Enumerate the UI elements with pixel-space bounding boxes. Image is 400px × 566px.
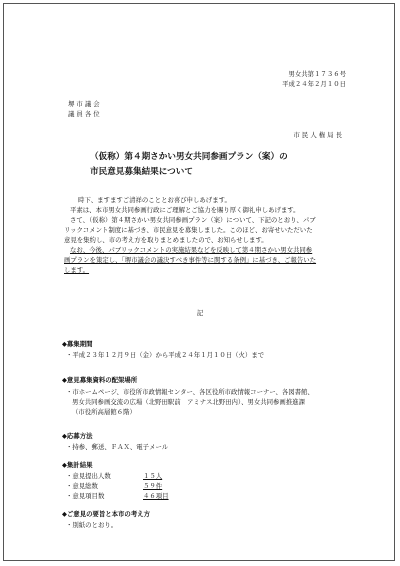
document-title-line-2: 市民意見募集結果について xyxy=(90,167,193,177)
document-date: 平成２４年２月１０日 xyxy=(282,80,346,88)
results-label-total-opinions: ・意見総数 xyxy=(66,482,98,490)
ki-marker: 記 xyxy=(196,309,204,317)
summary-heading: ◆ご意見の要旨と本市の考え方 xyxy=(62,510,150,518)
places-line-3: （市役所高層館６階） xyxy=(72,408,136,416)
summary-text: ・別紙のとおり。 xyxy=(66,521,118,529)
document-number: 男女共第１７３６号 xyxy=(288,70,346,78)
places-heading: ◆意見募集資料の配架場所 xyxy=(62,376,138,384)
method-heading: ◆応募方法 xyxy=(62,432,93,440)
places-line-2: 男女共同参画交流の広場（北野田駅前 アミナス北野田内）、男女共同参画推進課 xyxy=(72,398,305,406)
results-label-participants: ・意見提出人数 xyxy=(66,472,111,480)
method-text: ・持参、郵送、ＦＡＸ、電子メール xyxy=(66,443,169,451)
results-heading: ◆集計結果 xyxy=(62,461,93,469)
document-title-line-1: （仮称）第４期さかい男女共同参画プラン（案）の xyxy=(90,152,288,162)
body-paragraph-3-line-3: 意見を集約し、市の考え方を取りまとめましたので、お知らせします。 xyxy=(64,236,268,244)
body-greeting: 時下、ますますご清祥のこととお喜び申しあげます。 xyxy=(78,196,231,204)
body-paragraph-2: 平素は、本市男女共同参画行政にご理解とご協力を賜り厚く御礼申しあげます。 xyxy=(70,206,300,214)
body-paragraph-3-line-2: リックコメント制度に基づき、市民意見を募集しました。このほど、お寄せいただいた xyxy=(64,226,313,234)
period-text: ・平成２３年１２月９日（金）から平成２４年１月１０日（火）まで xyxy=(66,351,265,359)
results-value-items: ４６項目 xyxy=(143,492,169,500)
recipient-line-1: 堺 市 議 会 xyxy=(68,100,100,108)
results-value-participants: １５人 xyxy=(143,472,163,480)
places-line-1: ・市ホームページ、市役所市政情報センター、各区役所市政情報コーナー、各図書館、 xyxy=(66,388,314,396)
body-paragraph-3-line-1: さて、（仮称）第４期さかい男女共同参画プラン（案）について、下記のとおり、パブ xyxy=(70,216,316,224)
body-paragraph-4-line-3: します。 xyxy=(64,266,90,274)
sender: 市 民 人 権 局 長 xyxy=(293,131,342,139)
recipient-line-2: 議 員 各 位 xyxy=(68,110,100,118)
period-heading: ◆募集期間 xyxy=(62,340,93,348)
body-paragraph-4-line-2: 画プランを策定し、「堺市議会の議決すべき事件等に関する条例」に基づき、ご報告いた xyxy=(64,256,317,264)
results-value-total-opinions: ５９件 xyxy=(143,482,163,490)
results-label-items: ・意見項目数 xyxy=(66,492,105,500)
body-paragraph-4-line-1: なお、今後、パブリックコメントの実施結果などを反映して第４期さかい男女共同参 xyxy=(70,246,313,254)
